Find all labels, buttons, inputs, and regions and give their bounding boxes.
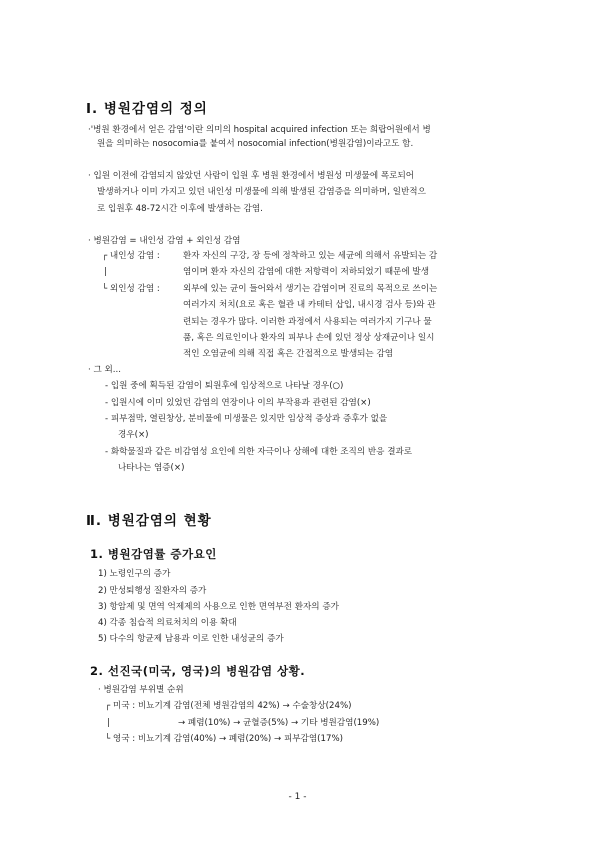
others-title: · 그 외...: [88, 365, 121, 375]
factor-item-2: 2) 만성퇴행성 질환자의 증가: [98, 586, 207, 596]
exogenous-line-2: 여러가지 처치(요로 혹은 혈관 내 카테터 삽입, 내시경 검사 등)와 관: [183, 300, 436, 310]
endogenous-line-1: 환자 자신의 구강, 장 등에 정착하고 있는 세균에 의해서 유발되는 감: [183, 251, 438, 261]
rank-title: · 병원감염 부위별 순위: [98, 685, 184, 695]
us-line-1: ┌ 미국 : 비뇨기계 감염(전체 병원감염의 42%) → 수술창상(24%): [105, 701, 352, 711]
exogenous-label: └ 외인성 감염 :: [102, 284, 160, 294]
section1-title: Ⅰ. 병원감염의 정의: [86, 101, 208, 117]
section2-title: Ⅱ. 병원감염의 현황: [86, 513, 212, 529]
exogenous-line-4: 품, 혹은 의료인이나 환자의 피부나 손에 있던 정상 상재균이나 일시: [183, 333, 435, 343]
endogenous-label: ┌ 내인성 감염 :: [102, 251, 160, 261]
factor-item-3: 3) 항암제 및 면역 억제제의 사용으로 인한 면역부전 환자의 증가: [98, 602, 339, 612]
page-number: - 1 -: [288, 792, 307, 802]
others-item-4-cont: 나타나는 염증(×): [118, 463, 185, 473]
definition2-line-1: · 입원 이전에 감염되지 않았던 사람이 입원 후 병원 환경에서 병원성 미생물에 폭로되어: [88, 171, 415, 181]
us-tree-bar: |: [107, 718, 110, 728]
factor-item-5: 5) 다수의 항균제 남용과 이로 인한 내성균의 증가: [98, 634, 284, 644]
subsection1-title: 1. 병원감염률 증가요인: [90, 547, 217, 561]
exogenous-line-5: 적인 오염균에 의해 직접 혹은 간접적으로 발생되는 감염: [183, 349, 394, 359]
others-item-4: - 화학물질과 같은 비감염성 요인에 의한 자극이나 상해에 대한 조직의 반응 결과로: [105, 447, 413, 457]
factor-item-4: 4) 각종 침습적 의료처치의 이용 확대: [98, 618, 237, 628]
others-item-3-cont: 경우(×): [118, 430, 149, 440]
others-item-1: - 입원 중에 획득된 감염이 퇴원후에 임상적으로 나타날 경우(○): [105, 381, 344, 391]
us-line-2: → 폐렴(10%) → 균혈증(5%) → 기타 병원감염(19%): [178, 718, 380, 728]
exogenous-line-1: 외부에 있는 균이 들어와서 생기는 감염이며 진료의 목적으로 쓰이는: [183, 284, 438, 294]
definition2-line-3: 로 입원후 48-72시간 이후에 발생하는 감염.: [97, 204, 263, 214]
others-item-2: - 입원시에 이미 있었던 감염의 연장이나 이의 부작용과 관련된 감염(×): [105, 398, 371, 408]
exogenous-line-3: 련되는 경우가 많다. 이러한 과정에서 사용되는 여러가지 기구나 물: [183, 317, 432, 327]
definition-line-1: ·'병원 환경에서 얻은 감염'이란 의미의 hospital acquired infection 또는 희랍어원에서 병: [88, 125, 431, 135]
subsection2-title: 2. 선진국(미국, 영국)의 병원감염 상황.: [90, 664, 306, 678]
tree-bar: |: [104, 267, 107, 277]
endogenous-line-2: 염이며 환자 자신의 감염에 대한 저항력이 저하되었기 때문에 발생: [183, 267, 429, 277]
definition-line-2: 원을 의미하는 nosocomia를 붙여서 nosocomial infection(병원감염)이라고도 함.: [97, 139, 414, 149]
formula-line: · 병원감염 = 내인성 감염 + 외인성 감염: [88, 236, 241, 246]
others-item-3: - 피부점막, 열린창상, 분비물에 미생물은 있지만 임상적 증상과 증후가 없을: [105, 414, 388, 424]
uk-line: └ 영국 : 비뇨기계 감염(40%) → 폐렴(20%) → 피부감염(17%): [105, 734, 343, 744]
definition2-line-2: 발생하거나 이미 가지고 있던 내인성 미생물에 의해 발생된 감염증을 의미하며, 일반적으: [97, 187, 426, 197]
factor-item-1: 1) 노령인구의 증가: [98, 569, 171, 579]
